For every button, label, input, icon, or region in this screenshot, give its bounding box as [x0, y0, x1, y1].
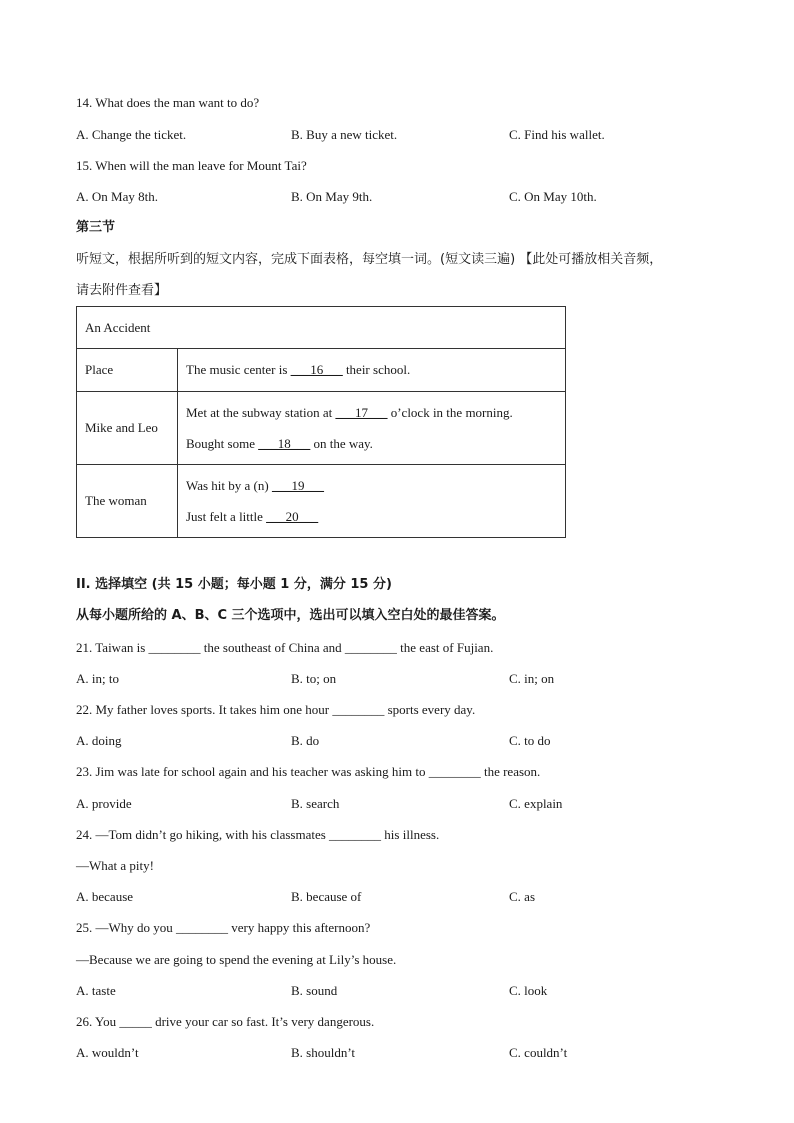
- question-14: 14. What does the man want to do?: [76, 95, 260, 110]
- option-c: C. to do: [509, 733, 551, 748]
- blank-19: ___19___: [271, 478, 324, 493]
- question-15: 15. When will the man leave for Mount Tai?: [76, 158, 307, 173]
- question-24: 24. —Tom didn’t go hiking, with his classmates ________ his illness.: [76, 827, 440, 842]
- option-c: C. look: [509, 983, 548, 998]
- woman-cell: [178, 465, 566, 538]
- option-b: B. search: [291, 796, 340, 811]
- mike-leo-label: Mike and Leo: [77, 392, 178, 465]
- question-25: 25. —Why do you ________ very happy this afternoon?: [76, 920, 371, 935]
- option-b: B. do: [291, 733, 320, 748]
- question-26-options: [76, 1045, 716, 1061]
- option-a: A. wouldn’t: [76, 1045, 139, 1060]
- option-c: C. as: [509, 889, 535, 904]
- blank-18: ___18___: [258, 436, 311, 451]
- question-24-reply: —What a pity!: [76, 858, 154, 873]
- option-a: A. On May 8th.: [76, 189, 158, 204]
- mike-line1-post: o’clock in the morning.: [387, 405, 513, 420]
- blank-17: ___17___: [335, 405, 388, 420]
- option-a: A. Change the ticket.: [76, 127, 187, 142]
- section-3-instruction-line2: 请去附件查看】: [76, 283, 168, 298]
- woman-line2-pre: Just felt a little: [186, 509, 267, 524]
- table-title: An Accident: [77, 307, 566, 349]
- question-26: 26. You _____ drive your car so fast. It’s very dangerous.: [76, 1014, 375, 1029]
- place-text-pre: The music center is: [186, 362, 291, 377]
- option-b: B. On May 9th.: [291, 189, 373, 204]
- option-c: C. On May 10th.: [509, 189, 597, 204]
- option-c: C. Find his wallet.: [509, 127, 605, 142]
- place-text-post: their school.: [342, 362, 411, 377]
- question-15-options: [76, 189, 716, 205]
- option-a: A. taste: [76, 983, 116, 998]
- place-label: Place: [77, 349, 178, 392]
- accident-table: [76, 306, 566, 538]
- woman-line-2: [186, 501, 557, 532]
- woman-label: The woman: [77, 465, 178, 538]
- section-3-title: 第三节: [76, 220, 116, 235]
- question-22-options: [76, 733, 716, 749]
- option-a: A. because: [76, 889, 134, 904]
- option-c: C. in; on: [509, 671, 555, 686]
- question-25-options: [76, 983, 716, 999]
- option-c: C. couldn’t: [509, 1045, 568, 1060]
- blank-16: ___16___: [290, 362, 343, 377]
- mike-line1-pre: Met at the subway station at: [186, 405, 336, 420]
- part-2-instruction: 从每小题所给的 A、B、C 三个选项中，选出可以填入空白处的最佳答案。: [76, 608, 505, 623]
- question-25-reply: —Because we are going to spend the evening at Lily’s house.: [76, 952, 397, 967]
- mike-line2-pre: Bought some: [186, 436, 259, 451]
- option-b: B. Buy a new ticket.: [291, 127, 398, 142]
- option-b: B. sound: [291, 983, 338, 998]
- option-a: A. provide: [76, 796, 132, 811]
- part-2-heading: II. 选择填空 (共 15 小题；每小题 1 分，满分 15 分): [76, 577, 392, 592]
- woman-line1-pre: Was hit by a (n): [186, 478, 272, 493]
- option-b: B. to; on: [291, 671, 337, 686]
- option-a: A. in; to: [76, 671, 119, 686]
- question-21: 21. Taiwan is ________ the southeast of China and ________ the east of Fujian.: [76, 640, 494, 655]
- blank-20: ___20___: [266, 509, 319, 524]
- section-3-instruction-line1: 听短文，根据所听到的短文内容，完成下面表格，每空填一词。(短文读三遍) 【此处可播放相关音频，: [76, 252, 663, 267]
- mike-line-2: [186, 428, 557, 459]
- woman-line-1: [186, 470, 557, 501]
- mike-leo-cell: [178, 392, 566, 465]
- option-a: A. doing: [76, 733, 122, 748]
- option-b: B. shouldn’t: [291, 1045, 356, 1060]
- mike-line2-post: on the way.: [310, 436, 373, 451]
- question-23: 23. Jim was late for school again and his teacher was asking him to ________ the reason.: [76, 764, 541, 779]
- question-24-options: [76, 889, 716, 905]
- question-21-options: [76, 671, 716, 687]
- option-c: C. explain: [509, 796, 563, 811]
- question-14-options: [76, 127, 716, 143]
- option-b: B. because of: [291, 889, 362, 904]
- place-cell: [178, 349, 566, 392]
- question-22: 22. My father loves sports. It takes him one hour ________ sports every day.: [76, 702, 476, 717]
- mike-line-1: [186, 397, 557, 428]
- question-23-options: [76, 796, 716, 812]
